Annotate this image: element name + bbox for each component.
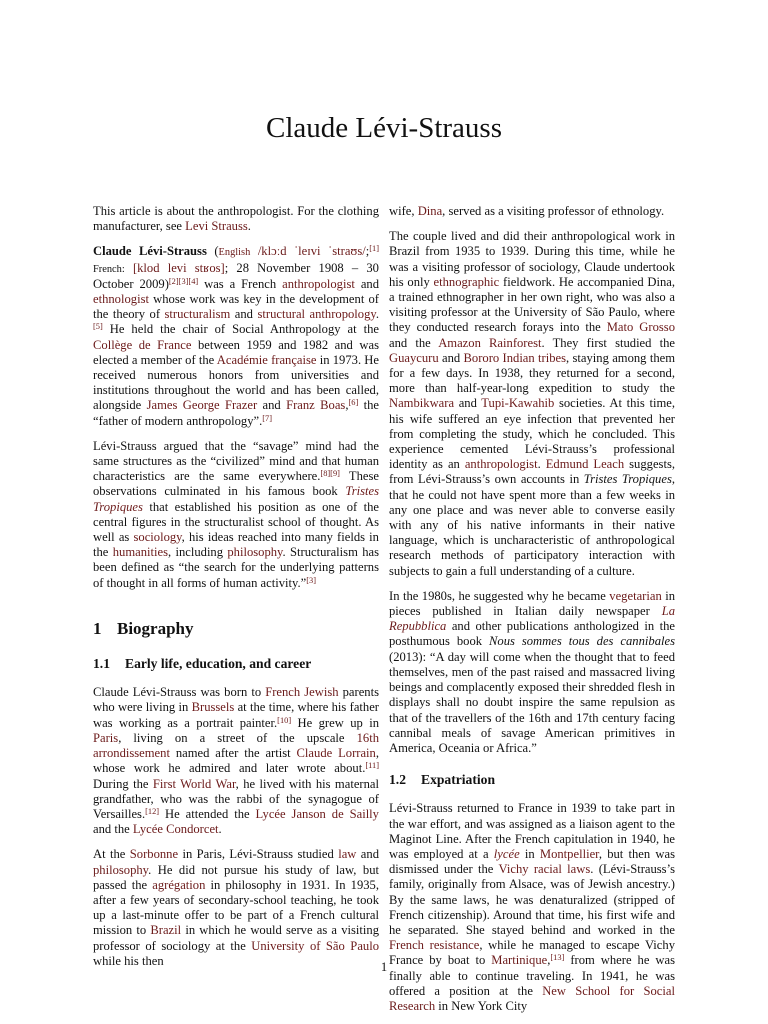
ipa-french[interactable]: [klod levi stʁos] xyxy=(132,260,225,275)
link-paris[interactable]: Paris xyxy=(93,730,119,745)
link-anthropologist-2[interactable]: anthropologist xyxy=(464,457,538,472)
link-structuralism[interactable]: structuralism xyxy=(164,307,231,322)
vegetarian-paragraph: In the 1980s, he suggested why he became vegetarian in pieces published in Italian daily newspaper La Repubblica and other publications anthologized in the posthumous book Nous sommes tous des cannibales (2013): “A day will come when the thought that to feed themselves, men of the past raised and massacred living beings and complacently exposed their shredded flesh in displays shall no doubt inspire the same repulsion as that of the travellers of the 16th and 17th century facing cannibal meals of savage American primitives in America, Oceania or Africa.” xyxy=(389,588,675,755)
article-title: Claude Lévi-Strauss xyxy=(266,112,502,144)
citation-13[interactable]: [13] xyxy=(550,953,565,963)
page-number: 1 xyxy=(380,960,388,974)
link-martinique[interactable]: Martinique xyxy=(491,953,548,968)
citation-11[interactable]: [11] xyxy=(365,761,379,771)
link-bororo-indian-tribes[interactable]: Bororo Indian tribes xyxy=(463,350,567,365)
brazil-fieldwork-paragraph: The couple lived and did their anthropological work in Brazil from 1935 to 1939. During this time, while he was a visiting professor of sociology, Claude undertook his only ethnographic fieldwork. He accompanied Dina, a trained ethnographer in her own right, who was also a visiting professor at the University of São Paulo, where they conducted research forays into the Mato Grosso and the Amazon Rainforest. They first studied the Guaycuru and Bororo Indian tribes, staying among them for a few days. In 1938, they returned for a second, more than half-year-long expedition to study the Nambikwara and Tupi-Kawahib societies. At this time, his wife suffered an eye infection that prevented her from completing the study, which he concluded. This experience cemented Lévi-Strauss’s professional identity as an anthropologist. Edmund Leach suggests, from Lévi-Strauss’s own accounts in Tristes Tropiques, that he could not have spent more than a few weeks in any one place and was never able to converse easily with any of his native informants in their native language, which is uncharacteristic of anthropological research methods of participatory interaction with subjects to gain a full understanding of a culture. xyxy=(389,229,675,578)
link-french-jewish[interactable]: French Jewish xyxy=(265,685,339,700)
link-dina[interactable]: Dina xyxy=(417,204,443,218)
link-philosophy-2[interactable]: philosophy xyxy=(93,862,149,877)
link-sociology[interactable]: sociology xyxy=(133,530,182,545)
citation-3[interactable]: [3] xyxy=(306,575,316,585)
link-amazon-rainforest[interactable]: Amazon Rainforest xyxy=(438,335,542,350)
link-philosophy[interactable]: philosophy xyxy=(227,545,283,560)
link-brussels[interactable]: Brussels xyxy=(191,700,235,715)
subsection-heading-expatriation: 1.2 Expatriation xyxy=(389,772,496,788)
section-heading-biography: 1 Biography xyxy=(93,618,194,638)
continued-paragraph: wife, Dina, served as a visiting professor of ethnology. xyxy=(389,204,665,218)
link-james-george-frazer[interactable]: James George Frazer xyxy=(146,398,258,413)
citation-12[interactable]: [12] xyxy=(145,806,160,816)
link-ethnographic[interactable]: ethnographic xyxy=(433,274,500,289)
citation-2-3-4[interactable]: [2][3][4] xyxy=(168,276,199,286)
savage-mind-paragraph: Lévi-Strauss argued that the “savage” mind had the same structures as the “civilized” mind and that human characteristics are the same everywhere.[8][9] These observations culminated in his famous book Tristes Tropiques that established his position as one of the central figures in the structuralist school of thought. As well as sociology, his ideas reached into many fields in the humanities, including philosophy. Structuralism has been defined as “the search for the underlying patterns of thought in all forms of human activity.”[3] xyxy=(93,438,379,590)
subsection-heading-early-life: 1.1 Early life, education, and career xyxy=(93,656,312,672)
sorbonne-paragraph: At the Sorbonne in Paris, Lévi-Strauss studied law and philosophy. He did not pursue his study of law, but passed the agrégation in philosophy in 1931. In 1935, after a few years of secondary-school teaching, he took up a last-minute offer to be part of a French cultural mission to Brazil in which he would serve as a visiting professor of sociology at the University of São Paulo while his then xyxy=(93,847,379,968)
hatnote: This article is about the anthropologist. For the clothing manufacturer, see Levi Strauss. xyxy=(93,204,379,234)
link-agregation[interactable]: agrégation xyxy=(152,877,206,892)
link-tupi-kawahib[interactable]: Tupi-Kawahib xyxy=(481,396,555,411)
link-first-world-war[interactable]: First World War xyxy=(152,776,236,791)
citation-8-9[interactable]: [8][9] xyxy=(320,469,340,479)
link-franz-boas[interactable]: Franz Boas xyxy=(286,398,346,413)
link-la-repubblica[interactable]: La Repubblica xyxy=(389,604,675,634)
citation-7[interactable]: [7] xyxy=(262,413,273,423)
link-humanities[interactable]: humanities xyxy=(112,545,168,560)
link-sorbonne[interactable]: Sorbonne xyxy=(129,847,179,862)
link-claude-lorrain[interactable]: Claude Lorrain xyxy=(296,746,376,761)
link-college-de-france[interactable]: Collège de France xyxy=(93,337,192,352)
link-vichy-racial-laws[interactable]: Vichy racial laws xyxy=(498,862,591,877)
link-edmund-leach[interactable]: Edmund Leach xyxy=(545,457,625,472)
left-column xyxy=(93,204,379,979)
link-ethnologist[interactable]: ethnologist xyxy=(93,292,149,307)
link-academie-francaise[interactable]: Académie française xyxy=(216,352,317,367)
link-anthropologist[interactable]: anthropologist xyxy=(282,276,355,291)
citation-1[interactable]: [1] xyxy=(369,244,380,254)
link-mato-grosso[interactable]: Mato Grosso xyxy=(606,320,675,335)
link-montpellier[interactable]: Montpellier xyxy=(539,846,599,861)
link-university-of-sao-paulo[interactable]: University of São Paulo xyxy=(251,938,379,953)
link-french-resistance[interactable]: French resistance xyxy=(389,938,480,953)
link-tristes-tropiques[interactable]: Tristes Tropiques xyxy=(93,484,379,514)
expatriation-paragraph: Lévi-Strauss returned to France in 1939 to take part in the war effort, and was assigned as a liaison agent to the Maginot Line. After the French capitulation in 1940, he was employed at a lycée in Montpellier, but then was dismissed under the Vichy racial laws. (Lévi-Strauss’s family, originally from Alsace, was of Jewish ancestry.) By the same laws, he was denaturalized (stripped of French citizenship). Around that time, his first wife and he separated. She stayed behind and worked in the French resistance, while he managed to escape Vichy France by boat to Martinique,[13] from where he was finally able to continue traveling. In 1941, he was offered a position at the New School for Social Research in New York City xyxy=(389,801,675,1013)
link-english[interactable]: English xyxy=(218,247,251,259)
intro-paragraph: Claude Lévi-Strauss (English /klɔːd ˈleɪvi ˈstraʊs/;[1] French: [klod levi stʁos]; 28 November 1908 – 30 October 2009)[2][3][4] was a French anthropologist and ethnologist whose work was key in the development of the theory of structuralism and structural anthropology.[5] He held the chair of Social Anthropology at the Collège de France between 1959 and 1982 and was elected a member of the Académie française in 1973. He received numerous honors from universities and institutions throughout the world and has been called, alongside James George Frazer and Franz Boas,[6] the “father of modern anthropology”.[7] xyxy=(93,244,380,428)
link-structural-anthropology[interactable]: structural anthropology xyxy=(257,307,376,322)
link-nambikwara[interactable]: Nambikwara xyxy=(389,396,455,411)
link-lycee[interactable]: lycée xyxy=(493,846,520,861)
link-levi-strauss-company[interactable]: Levi Strauss xyxy=(185,219,248,234)
link-law[interactable]: law xyxy=(338,847,357,862)
link-vegetarian[interactable]: vegetarian xyxy=(609,588,662,603)
citation-10[interactable]: [10] xyxy=(277,715,292,725)
ipa-english[interactable]: /klɔːd ˈleɪvi ˈstraʊs/ xyxy=(257,244,366,259)
link-16th-arrondissement[interactable]: 16th arrondissement xyxy=(93,730,379,761)
link-lycee-condorcet[interactable]: Lycée Condorcet xyxy=(132,822,219,837)
link-brazil[interactable]: Brazil xyxy=(150,923,182,938)
link-lycee-janson-de-sailly[interactable]: Lycée Janson de Sailly xyxy=(255,806,379,821)
link-new-school-for-social-research[interactable]: New School for Social Research xyxy=(389,983,675,1013)
citation-5[interactable]: [5] xyxy=(93,322,103,332)
right-column xyxy=(389,204,675,1024)
citation-6[interactable]: [6] xyxy=(348,398,359,408)
link-guaycuru[interactable]: Guaycuru xyxy=(389,350,439,365)
early-life-paragraph: Claude Lévi-Strauss was born to French Jewish parents who were living in Brussels at the time, where his father was working as a portrait painter.[10] He grew up in Paris, living on a street of the upscale 16th arrondissement named after the artist Claude Lorrain, whose work he admired and later wrote about.[11] During the First World War, he lived with his maternal grandfather, who was the rabbi of the synagogue of Versailles.[12] He attended the Lycée Janson de Sailly and the Lycée Condorcet. xyxy=(93,685,380,837)
